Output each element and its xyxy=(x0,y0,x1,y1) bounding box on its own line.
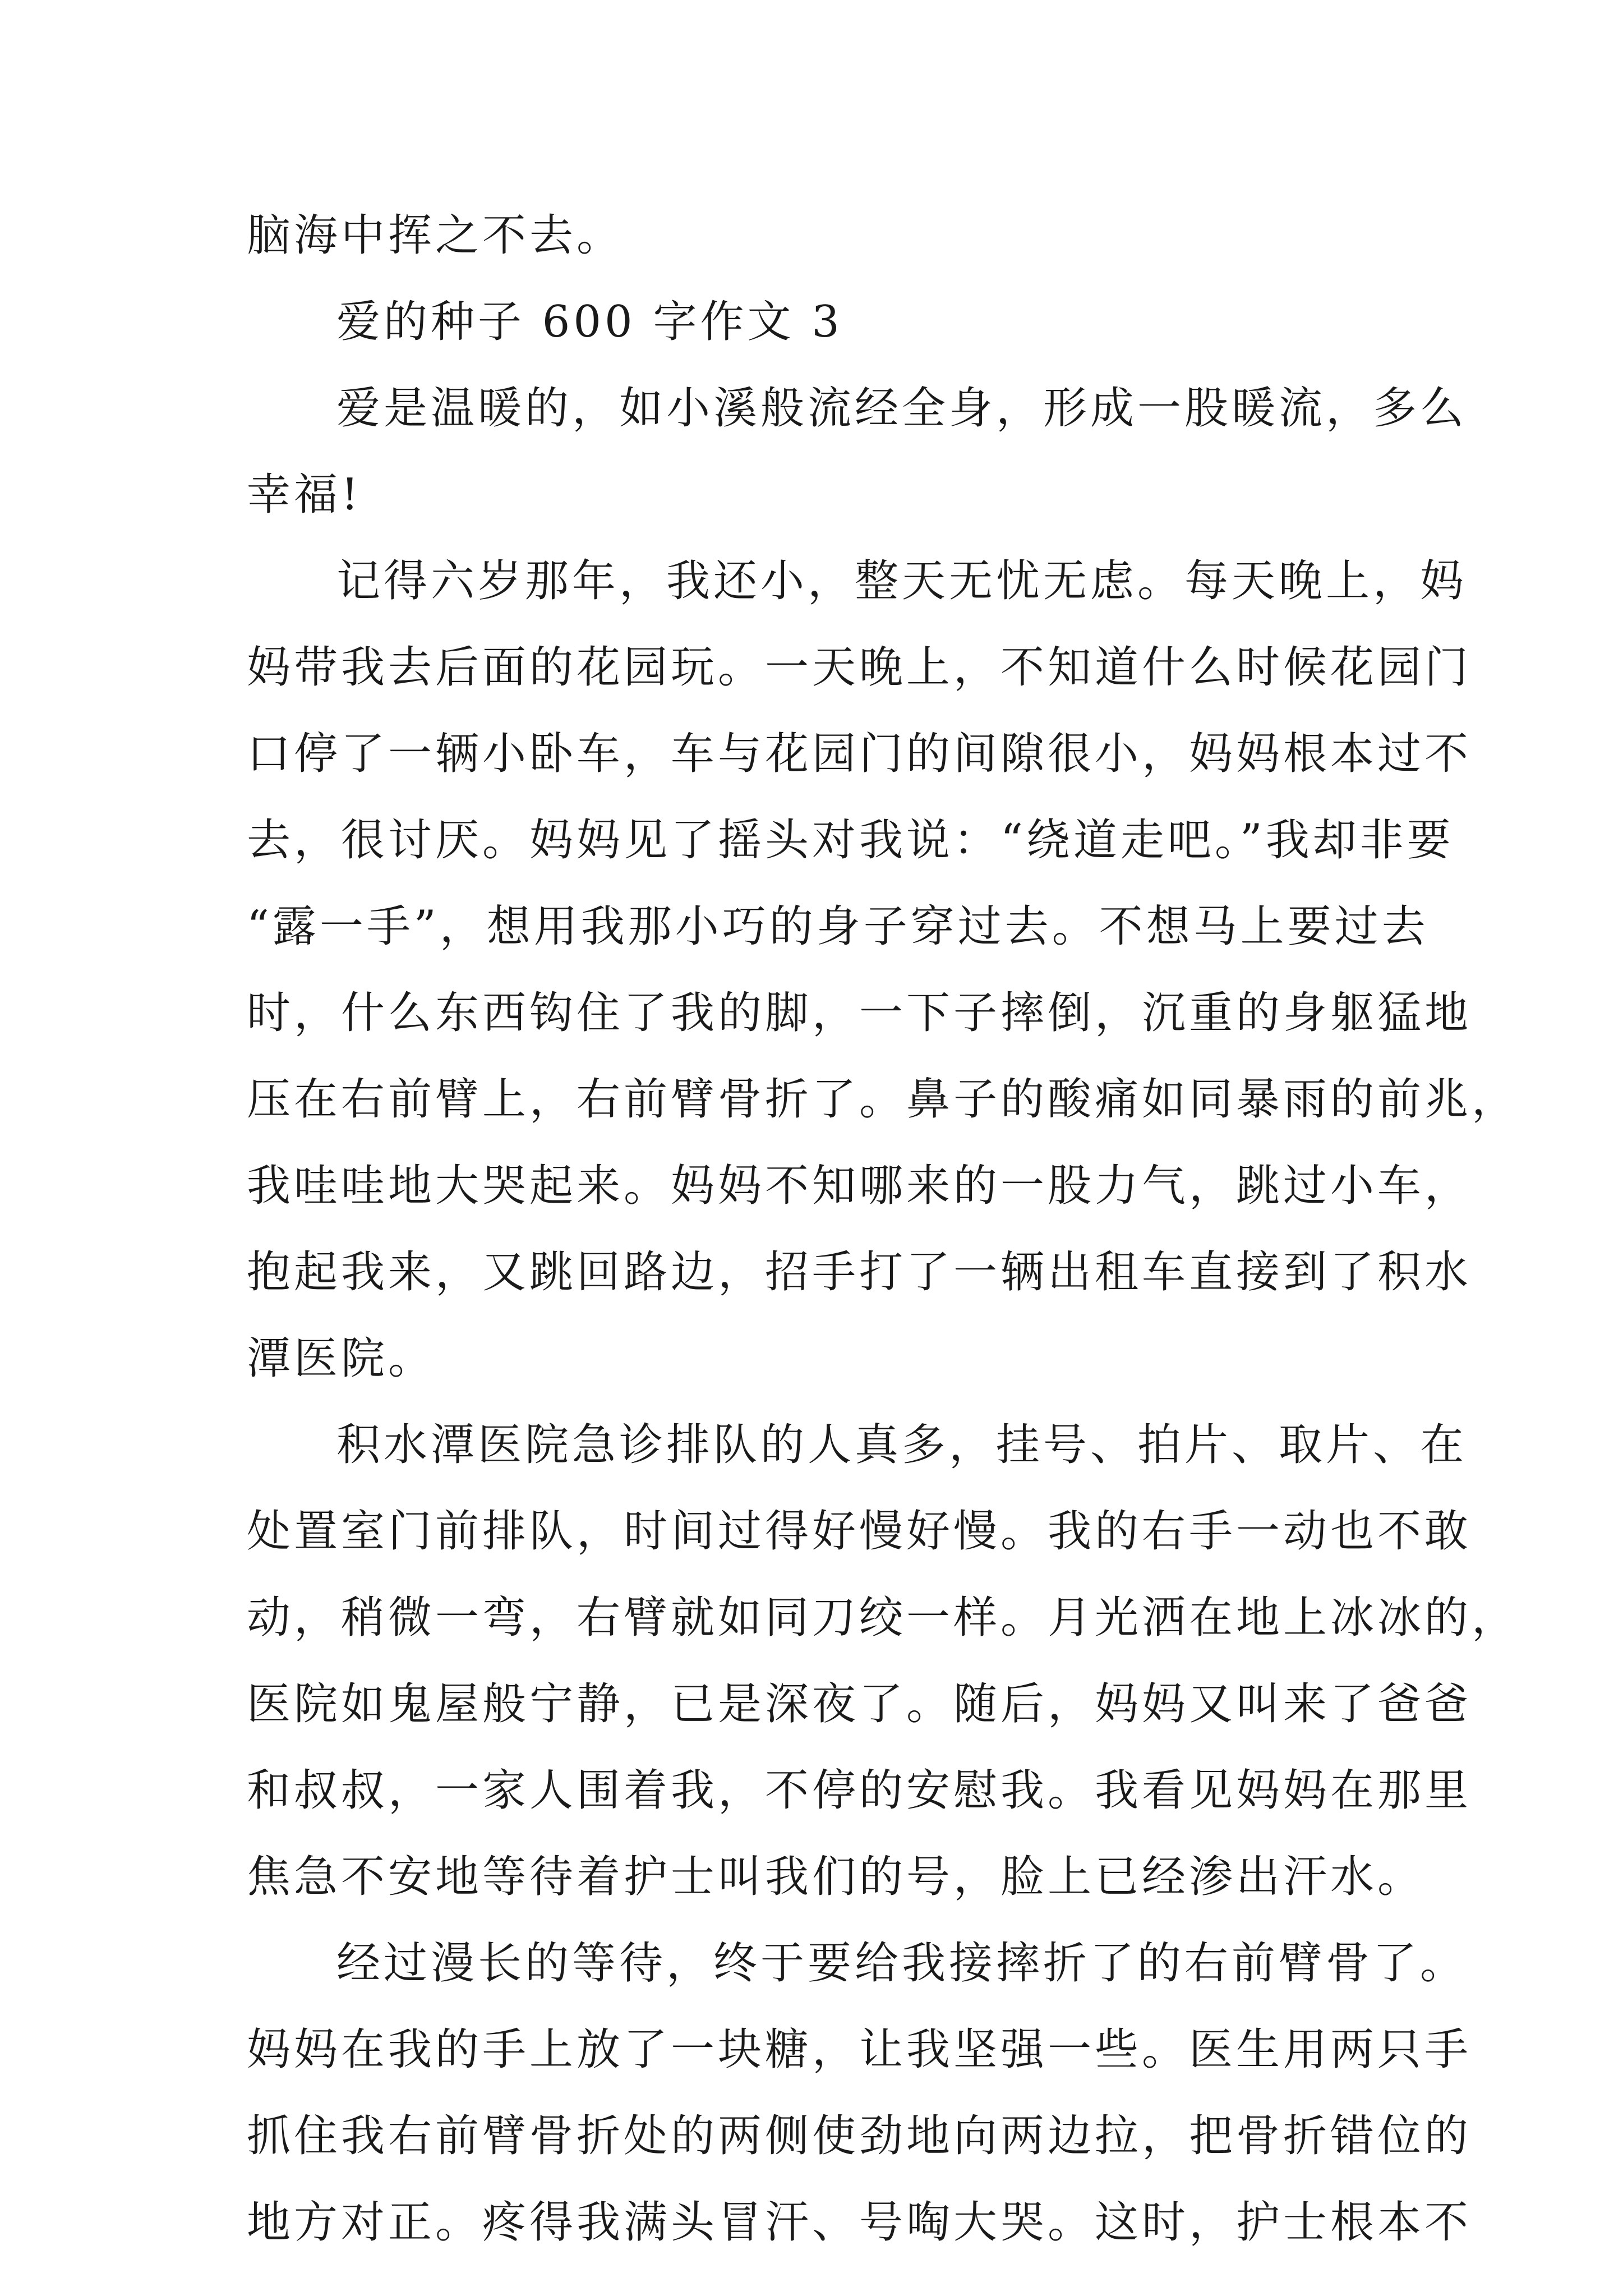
essay-title: 爱的种子 600 字作文 3 xyxy=(336,297,843,347)
essay-body xyxy=(247,208,1519,2281)
text-line: 处置室门前排队，时间过得好慢好慢。我的右手一动也不敢 xyxy=(247,1506,1472,1557)
text-line: 经过漫长的等待，终于要给我接摔折了的右前臂骨了。 xyxy=(336,1938,1468,1989)
text-line: 积水潭医院急诊排队的人真多，挂号、拍片、取片、在 xyxy=(336,1420,1468,1470)
text-line: 记得六岁那年，我还小，整天无忧无虑。每天晚上，妈 xyxy=(336,556,1468,606)
text-line: 妈带我去后面的花园玩。一天晚上，不知道什么时候花园门 xyxy=(247,642,1472,693)
text-line: 妈妈在我的手上放了一块糖，让我坚强一些。医生用两只手 xyxy=(247,2024,1472,2075)
text-line: 我哇哇地大哭起来。妈妈不知哪来的一股力气，跳过小车， xyxy=(247,1161,1472,1211)
text-line: 幸福! xyxy=(247,470,362,520)
text-line: 抱起我来，又跳回路边，招手打了一辆出租车直接到了积水 xyxy=(247,1247,1472,1297)
text-line: 地方对正。疼得我满头冒汗、号啕大哭。这时，护士根本不 xyxy=(247,2197,1472,2248)
text-line: 和叔叔，一家人围着我，不停的安慰我。我看见妈妈在那里 xyxy=(247,1765,1472,1816)
text-line: 去，很讨厌。妈妈见了摇头对我说：“绕道走吧。”我却非要 xyxy=(247,815,1454,866)
text-line: 焦急不安地等待着护士叫我们的号，脸上已经渗出汗水。 xyxy=(247,1852,1425,1902)
text-line: 医院如鬼屋般宁静，已是深夜了。随后，妈妈又叫来了爸爸 xyxy=(247,1679,1472,1729)
text-line: 潭医院。 xyxy=(247,1333,436,1384)
text-line: “露一手”，想用我那小巧的身子穿过去。不想马上要过去 xyxy=(247,901,1429,952)
text-line: 口停了一辆小卧车，车与花园门的间隙很小，妈妈根本过不 xyxy=(247,729,1472,779)
text-line: 爱是温暖的，如小溪般流经全身，形成一股暖流，多么 xyxy=(336,383,1468,434)
text-line: 时，什么东西钩住了我的脚，一下子摔倒，沉重的身躯猛地 xyxy=(247,988,1472,1038)
text-line: 抓住我右前臂骨折处的两侧使劲地向两边拉，把骨折错位的 xyxy=(247,2111,1472,2161)
text-line: 脑海中挥之不去。 xyxy=(247,210,624,261)
text-line: 压在右前臂上，右前臂骨折了。鼻子的酸痛如同暴雨的前兆， xyxy=(247,1074,1519,1125)
text-line: 动，稍微一弯，右臂就如同刀绞一样。月光洒在地上冰冰的， xyxy=(247,1593,1519,1643)
